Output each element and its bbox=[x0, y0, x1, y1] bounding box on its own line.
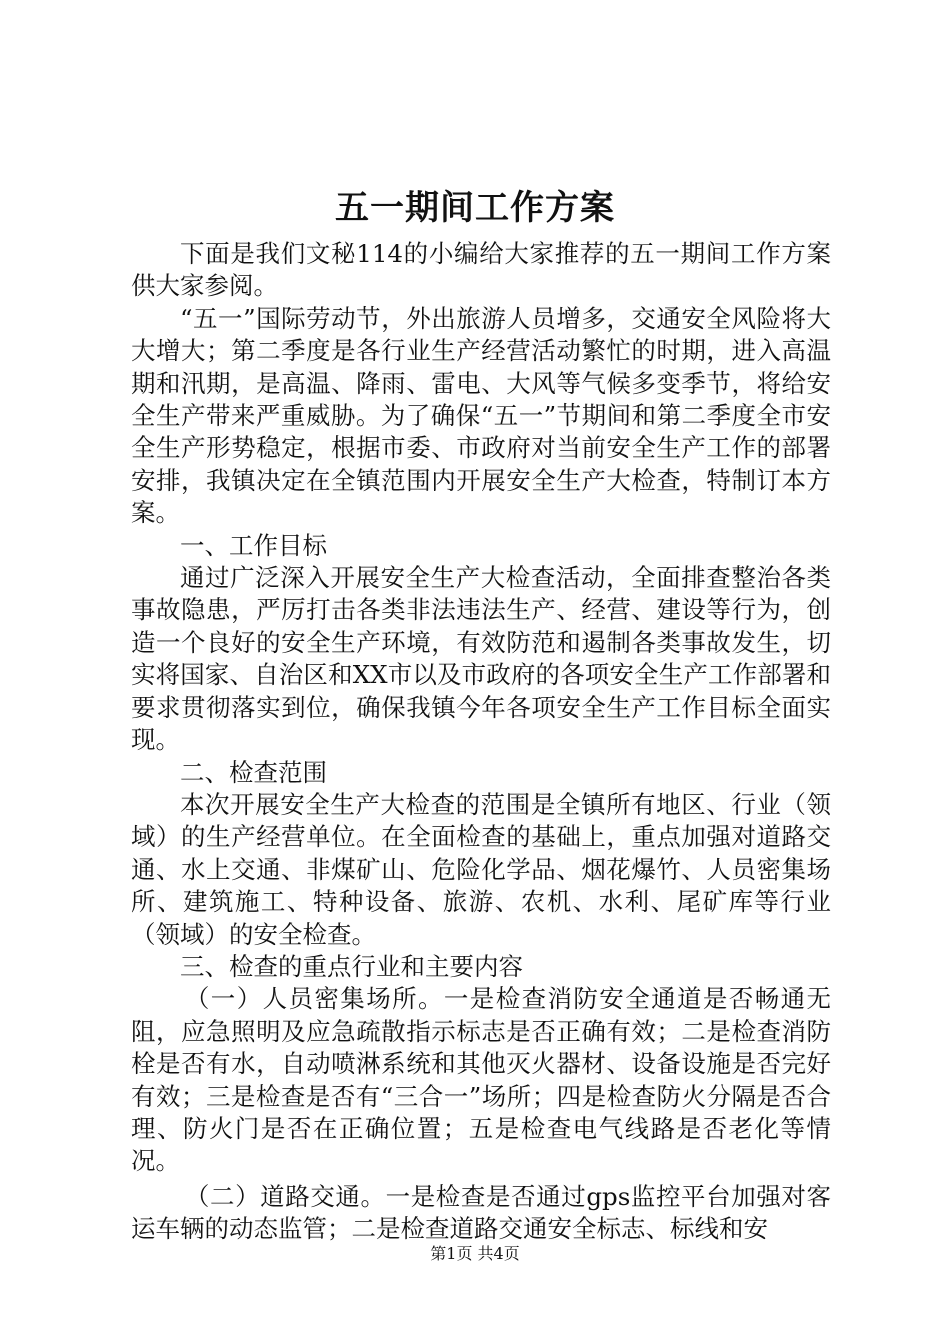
document-title: 五一期间工作方案 bbox=[335, 188, 615, 228]
document-body bbox=[131, 238, 831, 1246]
paragraph-inspection-scope: 本次开展安全生产大检查的范围是全镇所有地区、行业（领域）的生产经营单位。在全面检查的基础上，重点加强对道路交通、水上交通、非煤矿山、危险化学品、烟花爆竹、人员密集场所、建筑施工、特种设备、旅游、农机、水利、尾矿库等行业（领域）的安全检查。 bbox=[131, 789, 831, 949]
paragraph-work-goal: 通过广泛深入开展安全生产大检查活动，全面排查整治各类事故隐患，严厉打击各类非法违法生产、经营、建设等行为，创造一个良好的安全生产环境，有效防范和遏制各类事故发生，切实将国家、自治区和XX市以及市政府的各项安全生产工作部署和要求贯彻落实到位，确保我镇今年各项安全生产工作目标全面实现。 bbox=[131, 563, 831, 755]
heading-key-industries: 三、检查的重点行业和主要内容 bbox=[180, 951, 523, 981]
paragraph-intro: 下面是我们文秘114的小编给大家推荐的五一期间工作方案供大家参阅。 bbox=[131, 239, 831, 301]
heading-work-goal: 一、工作目标 bbox=[180, 530, 327, 560]
paragraph-road-traffic: （二）道路交通。一是检查是否通过gps监控平台加强对客运车辆的动态监管；二是检查道路交通安全标志、标线和安 bbox=[131, 1181, 831, 1244]
page-footer: 第1页 共4页 bbox=[430, 1244, 520, 1263]
paragraph-background: “五一”国际劳动节，外出旅游人员增多，交通安全风险将大大增大；第二季度是各行业生产经营活动繁忙的时期，进入高温期和汛期，是高温、降雨、雷电、大风等气候多变季节，将给安全生产带来严重威胁。为了确保“五一”节期间和第二季度全市安全生产形势稳定，根据市委、市政府对当前安全生产工作的部署安排，我镇决定在全镇范围内开展安全生产大检查，特制订本方案。 bbox=[131, 303, 831, 528]
heading-inspection-scope: 二、检查范围 bbox=[180, 757, 327, 787]
paragraph-crowded-places: （一）人员密集场所。一是检查消防安全通道是否畅通无阻，应急照明及应急疏散指示标志是否正确有效；二是检查消防栓是否有水，自动喷淋系统和其他灭火器材、设备设施是否完好有效；三是检查是否有“三合一”场所；四是检查防火分隔是否合理、防火门是否在正确位置；五是检查电气线路是否老化等情况。 bbox=[131, 984, 831, 1176]
